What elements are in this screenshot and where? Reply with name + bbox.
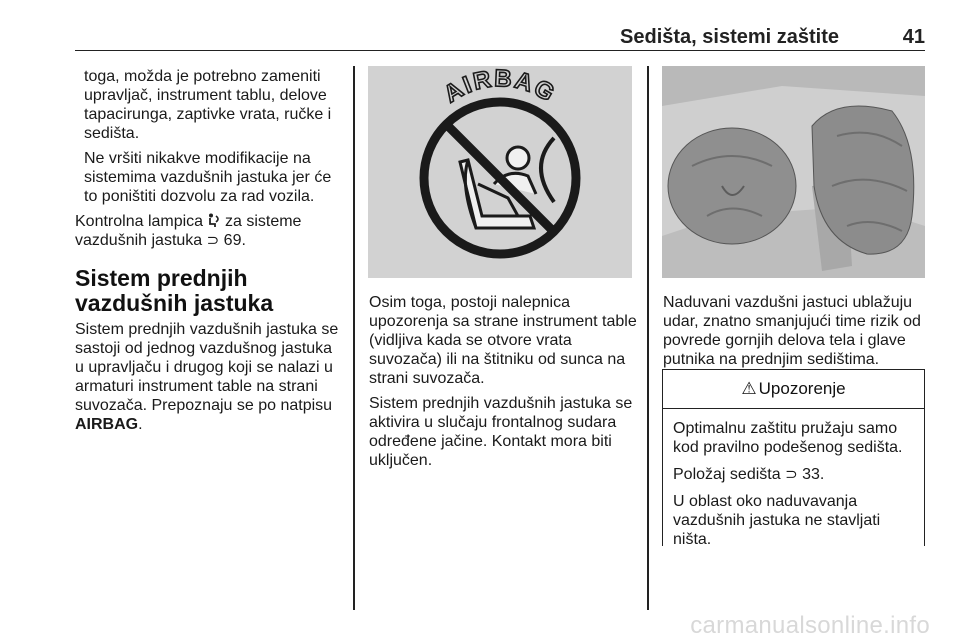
paragraph [75, 320, 345, 434]
airbag-warning-figure [368, 66, 632, 278]
paragraph: toga, možda je potrebno zameniti upravljač, instrument tablu, delove tapacirunga, zaptivke vrata, ručke i sedišta. [84, 68, 332, 142]
paragraph: Ne vršiti nikakve modifikacije na sistemima vazdušnih jastuka jer će to poništiti dozvolu za rad vozila. [84, 150, 332, 205]
warning-paragraph: U oblast oko naduvavanja vazdušnih jastuka ne stavljati ništa. [673, 493, 881, 548]
column-3 [663, 293, 928, 375]
text: Položaj sedišta [673, 466, 781, 483]
page-ref-icon: ⊃ [206, 231, 220, 249]
car-interior-illustration [662, 66, 925, 278]
page-header [75, 22, 925, 51]
warning-title: Upozorenje [758, 379, 846, 398]
warning-paragraph [673, 465, 914, 484]
warning-triangle-icon: ⚠ [741, 379, 757, 398]
page-ref-icon: ⊃ [785, 465, 798, 483]
warning-body [663, 409, 924, 549]
airbag-prohibition-icon [368, 66, 632, 278]
page-ref[interactable]: 69. [223, 232, 246, 249]
warning-header [663, 370, 924, 409]
watermark: carmanualsonline.info [690, 612, 930, 639]
paragraph: Naduvani vazdušni jastuci ublažuju udar, znatno smanjujući time rizik od povrede gornjih delova tela i glave putnika na prednjim sedištima. [663, 294, 921, 368]
text: za sisteme vazdušnih jastuka [75, 213, 302, 249]
column-divider-2 [647, 66, 649, 610]
text: Kontrolna lampica [75, 213, 204, 230]
warning-box [662, 369, 925, 546]
section-heading: Sistem prednjih vazdušnih jastuka [75, 265, 274, 316]
airbag-label-text: AIRBAG [75, 416, 139, 433]
paragraph: Osim toga, postoji nalepnica upozorenja sa strane instrument table (vidljiva kada se otvore vrata suvozača) ili na štitniku od sunca na strani suvozača. [369, 294, 637, 387]
page-ref[interactable]: 33. [802, 466, 825, 483]
paragraph: Sistem prednjih vazdušnih jastuka se aktivira u slučaju frontalnog sudara određene jačine. Kontakt mora biti uključen. [369, 395, 633, 469]
warning-paragraph: Optimalnu zaštitu pružaju samo kod pravilno podešenog sedišta. [673, 420, 903, 456]
page-title: Sedišta, sistemi zaštite [620, 26, 839, 48]
paragraph [75, 212, 345, 250]
inflated-airbags-figure [662, 66, 925, 278]
column-2 [369, 293, 639, 476]
text: . [138, 416, 143, 433]
airbag-arc-label: AIRBAG [439, 66, 561, 109]
column-1 [75, 67, 345, 440]
text: Sistem prednjih vazdušnih jastuka se sastoji od jednog vazdušnog jastuka u upravljaču i drugog koji se nalazi u armaturi instrument table na strani suvozača. Prepoznaju se po natpisu [75, 321, 339, 414]
page-number: 41 [902, 26, 925, 48]
column-divider-1 [353, 66, 355, 610]
airbag-warning-icon [208, 213, 221, 228]
